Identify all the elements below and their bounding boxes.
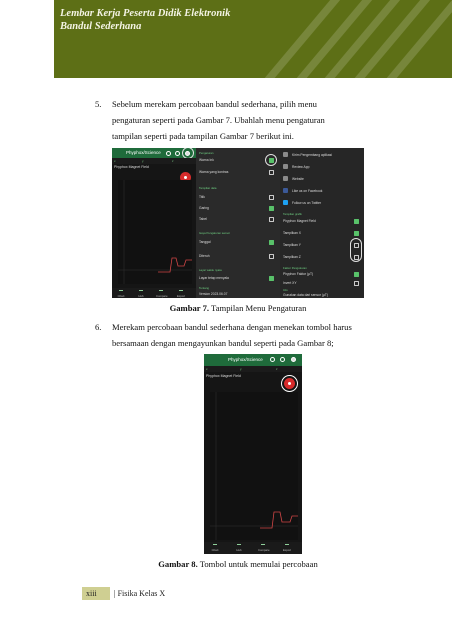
checkbox[interactable]: [269, 217, 274, 222]
nav-export[interactable]: Export: [176, 290, 186, 298]
checkbox[interactable]: [354, 272, 359, 277]
app-bar: [204, 354, 302, 366]
app-title: Phyphox/Science: [126, 150, 161, 155]
app-main-view: [112, 148, 196, 298]
plot-area: [210, 392, 298, 540]
nav-hub[interactable]: Hub: [234, 544, 244, 552]
checkbox[interactable]: [354, 281, 359, 286]
checkbox[interactable]: [269, 170, 274, 175]
menu-header: Faktor Pengukuran: [283, 266, 307, 270]
figure-7-caption: [112, 303, 364, 313]
step-text-line: tampilan seperti pada tampilan Gambar 7 berikut ini.: [112, 131, 294, 141]
info-icon[interactable]: [270, 357, 275, 362]
status-row: x y z: [112, 158, 196, 164]
menu-header: Info: [283, 288, 288, 292]
highlight-ring: [265, 154, 277, 166]
header-title: Lembar Kerja Peserta Didik Elektronik: [60, 8, 231, 19]
menu-item[interactable]: Warna yang kontras: [199, 170, 229, 174]
checkbox[interactable]: [354, 231, 359, 236]
step-text-line: Sebelum merekam percobaan bandul sederhana, pilih menu: [112, 99, 317, 109]
checkbox[interactable]: [269, 195, 274, 200]
sensor-label: Phyphox Magnet Field: [114, 165, 149, 169]
status-row: x y z: [204, 366, 302, 372]
menu-item[interactable]: Gunakan data dari sensor (μT): [283, 293, 328, 297]
menu-item[interactable]: Tanggal: [199, 240, 211, 244]
menu-header: Tampilan data: [199, 186, 217, 190]
step-number: 6.: [95, 322, 102, 332]
caption-label: Gambar 8.: [158, 559, 198, 569]
step-text-line: pengaturan seperti pada Gambar 7. Ubahlah menu pengaturan: [112, 115, 325, 125]
menu-header: Tampilan grafik: [283, 212, 302, 216]
menu-link[interactable]: Like us on Facebook: [292, 189, 323, 193]
menu-item[interactable]: Garing: [199, 206, 209, 210]
app-title: Phyphox/Science: [228, 357, 263, 362]
mail-icon: [283, 152, 288, 157]
nav-export[interactable]: Export: [282, 544, 292, 552]
caption-text: Tampilan Menu Pengaturan: [209, 303, 307, 313]
menu-header: Pengaturan: [199, 151, 214, 155]
menu-item[interactable]: Diteruh: [199, 254, 210, 258]
nav-chart[interactable]: Chart: [210, 544, 220, 552]
highlight-ring: [350, 238, 362, 262]
nav-chart[interactable]: Chart: [116, 290, 126, 298]
header-banner: [54, 0, 452, 78]
step-text-line: Merekam percobaan bandul sederhana dengan menekan tombol harus: [112, 322, 352, 332]
menu-item[interactable]: Phyphox Magnet Field: [283, 219, 316, 223]
page-number: xiii: [86, 589, 97, 598]
menu-item[interactable]: Tabel: [199, 217, 207, 221]
figure-7-screenshot: [112, 148, 364, 298]
menu-item[interactable]: Titik: [199, 195, 205, 199]
sensor-label: Phyphox Magnet Field: [206, 374, 241, 378]
caption-text: Tombol untuk memulai percobaan: [197, 559, 318, 569]
menu-header: Tentang: [199, 286, 209, 290]
help-icon[interactable]: [280, 357, 285, 362]
figure-8-caption: [112, 559, 364, 569]
banner-stripe: [238, 0, 340, 78]
globe-icon: [283, 176, 288, 181]
plot-area: [118, 180, 192, 284]
checkbox[interactable]: [269, 240, 274, 245]
checkbox[interactable]: [269, 276, 274, 281]
nav-compare[interactable]: Compare: [258, 544, 268, 552]
settings-menu-right: [280, 148, 364, 298]
bottom-nav: [204, 542, 302, 554]
menu-header: Gaya Pengaturan sensor: [199, 231, 231, 235]
menu-link[interactable]: Follow us on Twitter: [292, 201, 322, 205]
caption-label: Gambar 7.: [169, 303, 210, 313]
nav-compare[interactable]: Compare: [156, 290, 166, 298]
menu-link[interactable]: Website: [292, 177, 304, 181]
highlight-ring: [281, 375, 298, 392]
settings-menu-left: [196, 148, 280, 298]
menu-item[interactable]: Phyphox Faktor (μT): [283, 272, 314, 276]
step-number: 5.: [95, 99, 102, 109]
menu-link[interactable]: Review App: [292, 165, 310, 169]
bottom-nav: [112, 288, 196, 298]
settings-icon[interactable]: [291, 357, 296, 362]
menu-item[interactable]: Tampilkan Y: [283, 243, 301, 247]
help-icon[interactable]: [175, 151, 180, 156]
menu-item[interactable]: Tampilkan X: [283, 231, 301, 235]
version-text: Version 2023.06.07: [199, 292, 228, 296]
info-icon[interactable]: [166, 151, 171, 156]
menu-item[interactable]: Layar tetap menyala: [199, 276, 229, 280]
facebook-icon: [283, 188, 288, 193]
menu-item[interactable]: Warna Ink: [199, 158, 214, 162]
star-icon: [283, 164, 288, 169]
step-text-line: bersamaan dengan mengayunkan bandul seperti pada Gambar 8;: [112, 338, 334, 348]
menu-item[interactable]: Tampilkan Z: [283, 255, 301, 259]
menu-header: Layar waktu nyata: [199, 268, 222, 272]
plot-trace: [210, 392, 298, 540]
plot-trace: [118, 180, 192, 284]
checkbox[interactable]: [269, 254, 274, 259]
menu-link[interactable]: Kirim Pengembang aplikasi: [292, 153, 332, 157]
menu-item[interactable]: Invert XY: [283, 281, 297, 285]
header-subtitle: Bandul Sederhana: [60, 21, 142, 32]
checkbox[interactable]: [269, 206, 274, 211]
nav-hub[interactable]: Hub: [136, 290, 146, 298]
checkbox[interactable]: [354, 219, 359, 224]
figure-8-screenshot: [204, 354, 302, 554]
twitter-icon: [283, 200, 288, 205]
footer-text: | Fisika Kelas X: [114, 589, 166, 598]
